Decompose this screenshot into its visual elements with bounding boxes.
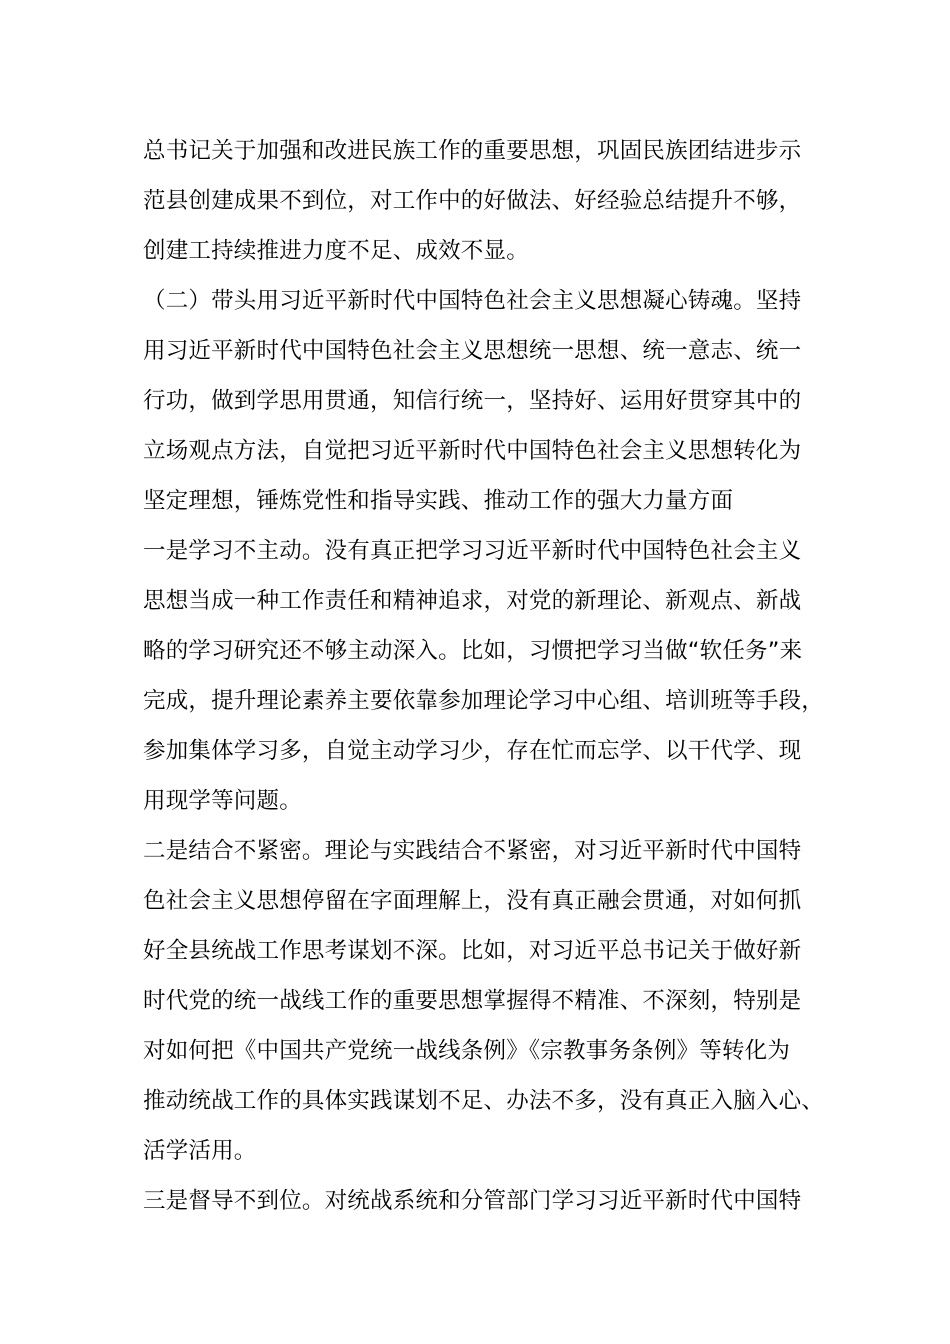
text-line: 创建工持续推进力度不足、成效不显。 (143, 238, 529, 264)
text-line: 推动统战工作的具体实践谋划不足、办法不多，没有真正入脑入心、 (143, 1088, 825, 1114)
text-line: 参加集体学习多，自觉主动学习少，存在忙而忘学、以干代学、现 (143, 738, 802, 764)
section-heading-line: （二）带头用习近平新时代中国特色社会主义思想凝心铸魂。坚持 (143, 288, 802, 314)
text-line: 活学活用。 (143, 1138, 257, 1164)
text-line: 时代党的统一战线工作的重要思想掌握得不精准、不深刻，特别是 (143, 988, 802, 1014)
text-line: 坚定理想，锤炼党性和指导实践、推动工作的强大力量方面 (143, 488, 734, 514)
text-line: 色社会主义思想停留在字面理解上，没有真正融会贯通，对如何抓 (143, 888, 802, 914)
text-line: 范县创建成果不到位，对工作中的好做法、好经验总结提升不够， (143, 188, 802, 214)
text-line: 略的学习研究还不够主动深入。比如，习惯把学习当做“软任务”来 (143, 638, 803, 664)
text-line: 行功，做到学思用贯通，知信行统一，坚持好、运用好贯穿其中的 (143, 388, 802, 414)
text-line: 立场观点方法，自觉把习近平新时代中国特色社会主义思想转化为 (143, 438, 802, 464)
text-line: 对如何把《中国共产党统一战线条例》《宗教事务条例》等转化为 (143, 1038, 791, 1064)
paragraph-start-line: 一是学习不主动。没有真正把学习习近平新时代中国特色社会主义 (143, 538, 802, 564)
paragraph-start-line: 三是督导不到位。对统战系统和分管部门学习习近平新时代中国特 (143, 1188, 802, 1214)
text-line: 好全县统战工作思考谋划不深。比如，对习近平总书记关于做好新 (143, 938, 802, 964)
text-line: 思想当成一种工作责任和精神追求，对党的新理论、新观点、新战 (143, 588, 802, 614)
text-line: 完成，提升理论素养主要依靠参加理论学习中心组、培训班等手段， (143, 688, 825, 714)
text-line: 用现学等问题。 (143, 788, 302, 814)
text-line: 用习近平新时代中国特色社会主义思想统一思想、统一意志、统一 (143, 338, 802, 364)
text-line: 总书记关于加强和改进民族工作的重要思想，巩固民族团结进步示 (143, 138, 802, 164)
document-body (143, 126, 843, 1226)
paragraph-start-line: 二是结合不紧密。理论与实践结合不紧密，对习近平新时代中国特 (143, 838, 802, 864)
